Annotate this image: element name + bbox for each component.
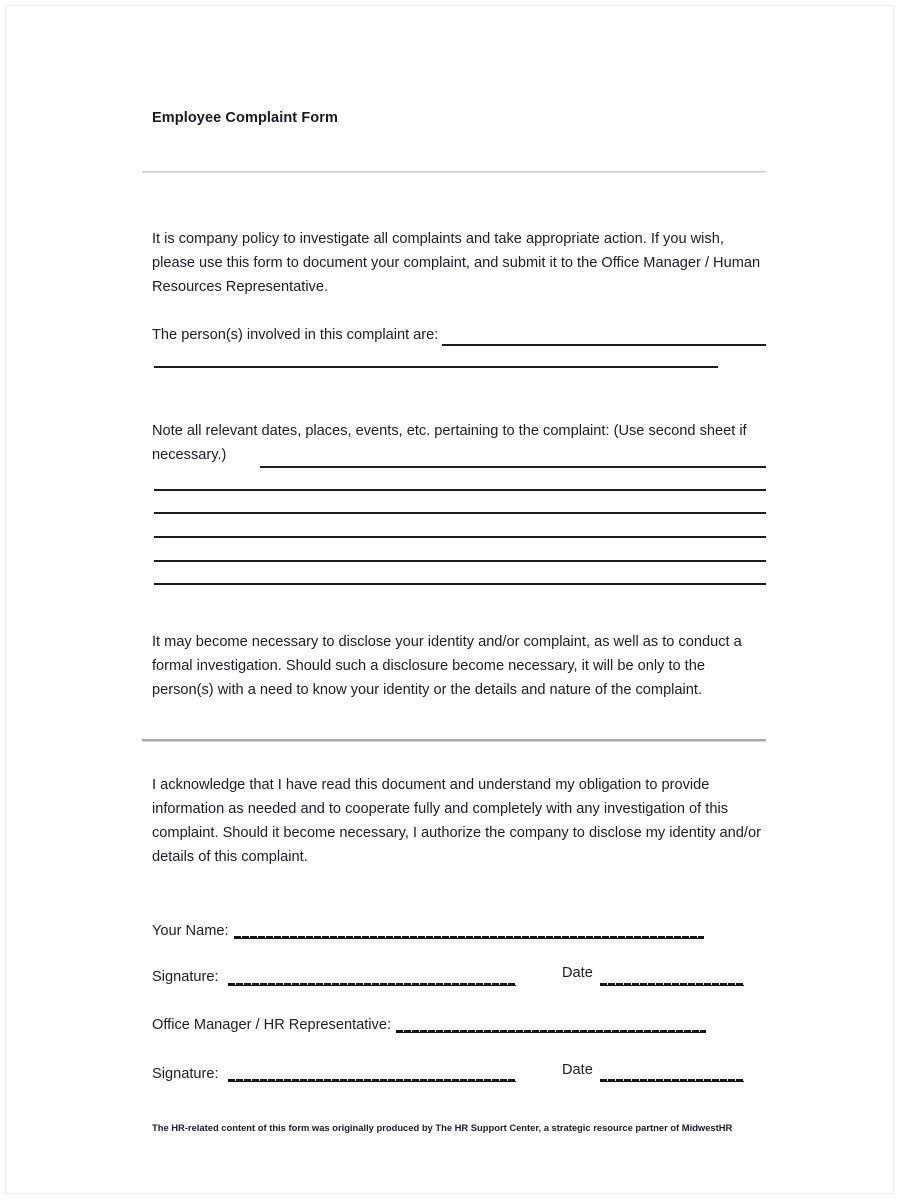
- date-label-1: Date: [562, 965, 593, 981]
- signature-input-1[interactable]: [228, 983, 516, 986]
- page-frame: [5, 5, 894, 1194]
- hr-representative-input[interactable]: [396, 1030, 706, 1033]
- note-input-line-5[interactable]: [154, 560, 766, 562]
- your-name-input[interactable]: [234, 936, 704, 939]
- footer-attribution: The HR-related content of this form was originally produced by The HR Support Center, a strategic resource partner of MidwestHR: [152, 1122, 733, 1133]
- note-input-line-3[interactable]: [154, 512, 766, 514]
- divider-top: [142, 171, 766, 173]
- hr-representative-label: Office Manager / HR Representative:: [152, 1017, 392, 1033]
- note-input-line-6[interactable]: [154, 583, 766, 585]
- date-input-2[interactable]: [600, 1079, 744, 1082]
- persons-involved-input-line-1[interactable]: [442, 344, 766, 346]
- disclosure-paragraph: It may become necessary to disclose your identity and/or complaint, as well as to conduct a formal investigation. Should such a disclosure become necessary, it will be only to the person(s) with a need to know your identity or the details and nature of the complaint.: [152, 634, 742, 698]
- note-input-line-2[interactable]: [154, 489, 766, 491]
- signature-label-2: Signature:: [152, 1066, 219, 1082]
- signature-label-1: Signature:: [152, 969, 219, 985]
- persons-involved-label: The person(s) involved in this complaint are:: [152, 327, 439, 343]
- date-input-1[interactable]: [600, 983, 744, 986]
- date-label-2: Date: [562, 1062, 593, 1078]
- page-title: Employee Complaint Form: [152, 110, 338, 126]
- note-input-line-4[interactable]: [154, 536, 766, 538]
- acknowledgement-paragraph: I acknowledge that I have read this document and understand my obligation to provide information as needed and to cooperate fully and completely with any investigation of this complaint. Should it become necessary, I authorize the company to disclose my identity and/or details of this complaint.: [152, 777, 761, 865]
- note-input-line-1[interactable]: [260, 466, 766, 468]
- your-name-label: Your Name:: [152, 923, 229, 939]
- persons-involved-input-line-2[interactable]: [154, 366, 718, 368]
- intro-paragraph: It is company policy to investigate all complaints and take appropriate action. If you wish, please use this form to document your complaint, and submit it to the Office Manager / Human Resources Representative.: [152, 231, 761, 295]
- signature-input-2[interactable]: [228, 1079, 516, 1082]
- note-label: Note all relevant dates, places, events, etc. pertaining to the complaint: (Use second sheet if necessary.): [152, 423, 747, 463]
- divider-middle: [142, 739, 766, 742]
